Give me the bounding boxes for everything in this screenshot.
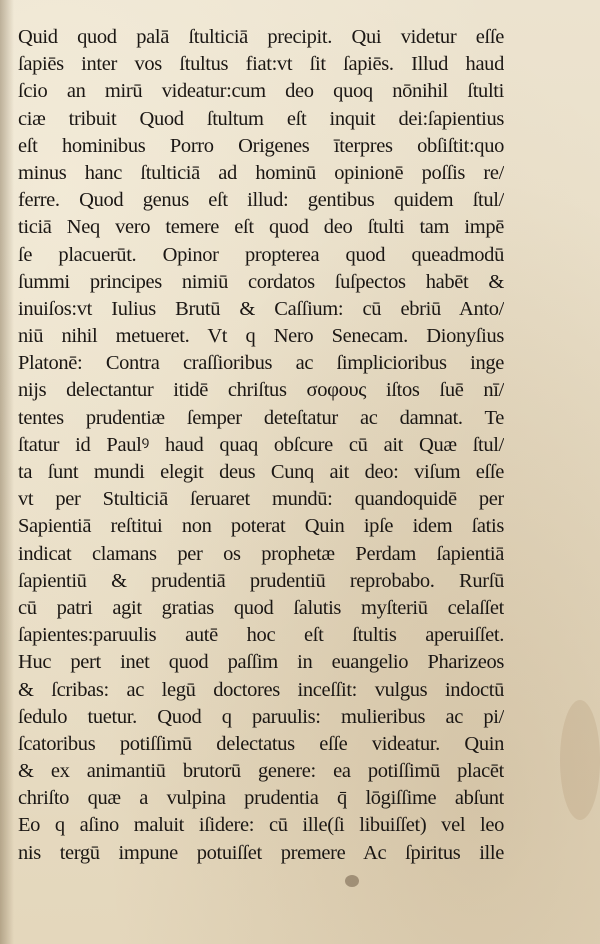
- text-line: ciæ tribuit Quod ſtultum eſt inquit dei:ſapientius: [18, 107, 504, 130]
- text-line: ſedulo tuetur. Quod q paruulis: mulieribus ac pi/: [18, 705, 504, 728]
- text-line: ſcio an mirū videatur:cum deo quoq nōnihil ſtulti: [18, 80, 504, 103]
- text-line: ſapientiū & prudentiā prudentiū reprobabo. Rurſū: [18, 569, 504, 592]
- text-line: Eo q aſino maluit iſidere: cū ille(ſi libuiſſet) vel leo: [18, 814, 504, 837]
- text-line: ſcatoribus potiſſimū delectatus eſſe videatur. Quin: [18, 732, 504, 755]
- text-line: ſapientes:paruulis autē hoc eſt ſtultis aperuiſſet.: [18, 624, 504, 647]
- paper-stain: [560, 700, 600, 820]
- text-line: cū patri agit gratias quod ſalutis myſteriū celaſſet: [18, 596, 504, 619]
- text-line: ſtatur id Paulꝰ haud quaq obſcure cū ait Quæ ſtul/: [18, 433, 504, 456]
- text-line: ſe placuerūt. Opinor propterea quod queadmodū: [18, 243, 504, 266]
- text-line: ticiā Neq vero temere eſt quod deo ſtulti tam impē: [18, 216, 504, 239]
- text-line: indicat clamans per os prophetæ Perdam ſapientiā: [18, 542, 504, 565]
- text-line: tentes prudentiæ ſemper deteſtatur ac damnat. Te: [18, 406, 504, 429]
- text-line: Huc pert inet quod paſſim in euangelio Pharizeos: [18, 651, 504, 674]
- text-line: ſummi principes nimiū cordatos ſuſpectos habēt &: [18, 270, 504, 293]
- text-line: ta ſunt mundi elegit deus Cunq ait deo: viſum eſſe: [18, 461, 504, 483]
- text-line: nis tergū impune potuiſſet premere Ac ſpiritus ille: [18, 841, 504, 864]
- text-block: [18, 24, 504, 867]
- text-line: minus hanc ſtulticiā ad hominū opinionē poſſis re/: [18, 161, 504, 184]
- text-line: ſapiēs inter vos ſtultus fiat:vt ſit ſapiēs. Illud haud: [18, 53, 504, 76]
- text-line: eſt hominibus Porro Origenes īterpres obſiſtit:quo: [18, 134, 504, 157]
- text-line: chriſto quæ a vulpina prudentia q̄ lōgiſſime abſunt: [18, 787, 504, 810]
- gutter-shadow: [0, 0, 14, 944]
- text-line: ferre. Quod genus eſt illud: gentibus quidem ſtul/: [18, 189, 504, 212]
- text-line: & ſcribas: ac legū doctores inceſſit: vulgus indoctū: [18, 678, 504, 701]
- text-line: niū nihil metueret. Vt q Nero Senecam. Dionyſius: [18, 325, 504, 348]
- text-line: Quid quod palā ſtulticiā precipit. Qui videtur eſſe: [18, 26, 504, 48]
- ink-spot: [345, 875, 359, 887]
- text-line: nijs delectantur itidē chriſtus σοφους iſtos ſuē nī/: [18, 379, 504, 402]
- text-line: inuiſos:vt Iulius Brutū & Caſſium: cū ebriū Anto/: [18, 297, 504, 320]
- text-line: Sapientiā reſtitui non poterat Quin ipſe idem ſatis: [18, 515, 504, 538]
- text-line: & ex animantiū brutorū genere: ea potiſſimū placēt: [18, 760, 504, 783]
- text-line: vt per Stulticiā ſeruaret mundū: quandoquidē per: [18, 488, 504, 511]
- text-line: Platonē: Contra craſſioribus ac ſimplicioribus inge: [18, 352, 504, 375]
